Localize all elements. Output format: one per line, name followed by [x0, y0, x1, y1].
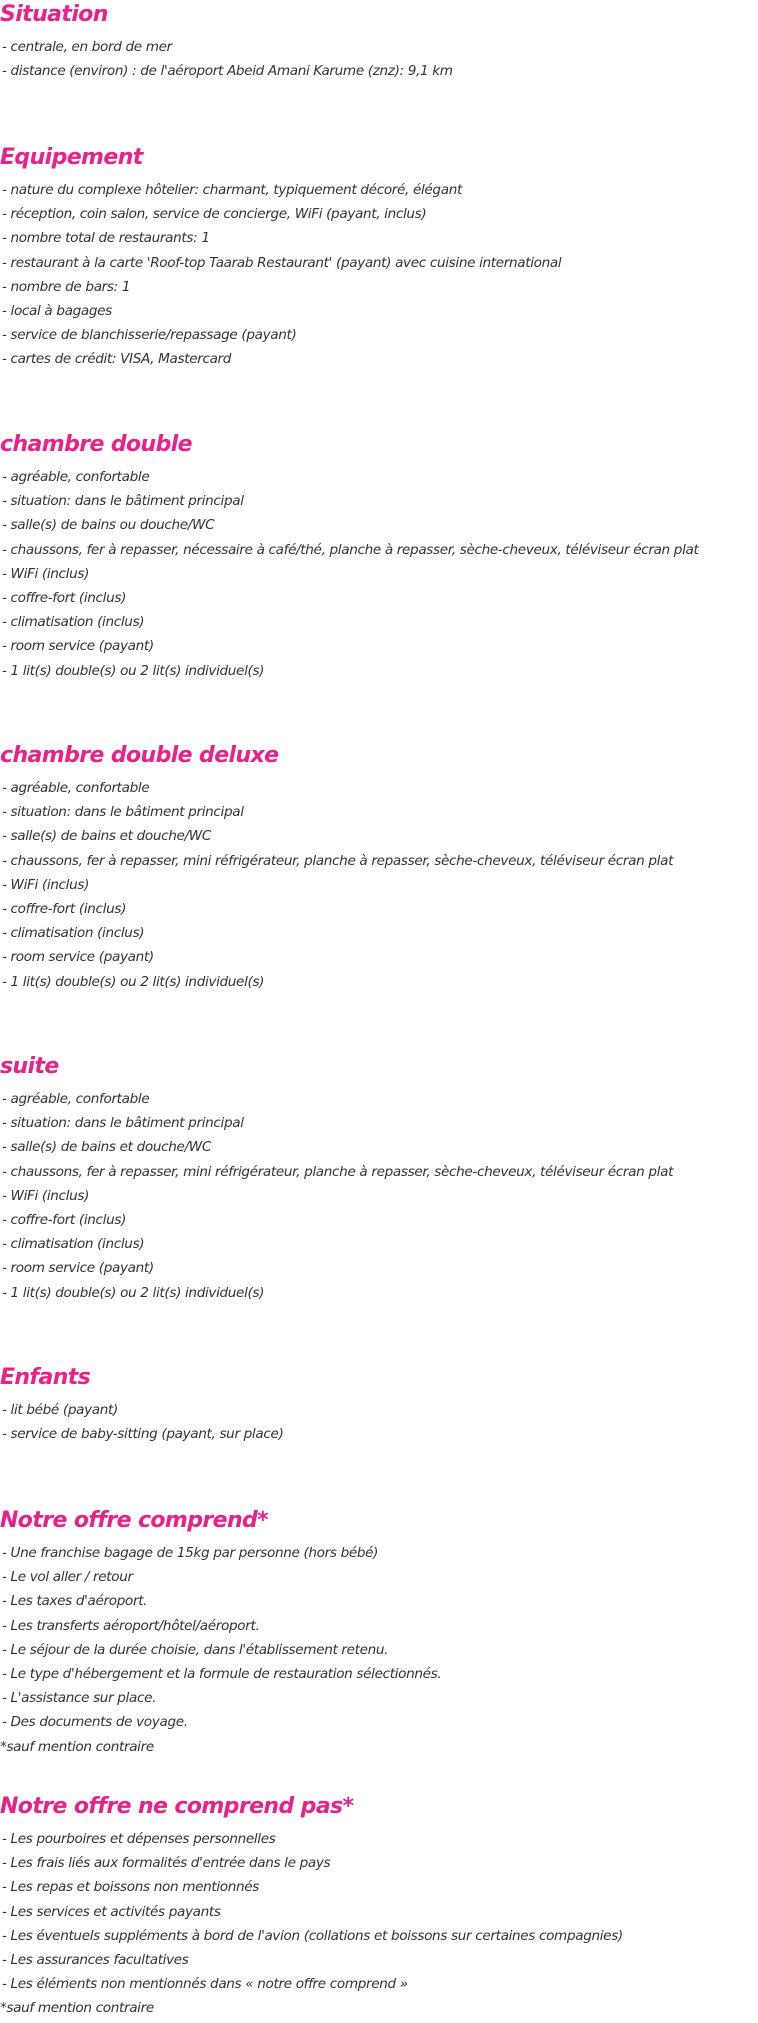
section-chambre-double [0, 430, 698, 683]
list-item: - réception, coin salon, service de concierge, WiFi (payant, inclus) [2, 206, 427, 223]
section-enfants [0, 1363, 283, 1446]
list-item: - nombre total de restaurants: 1 [2, 230, 210, 247]
list-item: - Les frais liés aux formalités d'entrée dans le pays [2, 1855, 331, 1872]
item-list [0, 776, 673, 994]
list-item: - WiFi (inclus) [2, 876, 90, 893]
item-list [0, 1398, 283, 1446]
list-item: - agréable, confortable [2, 469, 150, 485]
list-item: - chaussons, fer à repasser, mini réfrigérateur, planche à repasser, sèche-cheveux, téléviseur écran plat [2, 852, 674, 869]
list-item: - coffre-fort (inclus) [2, 1212, 127, 1229]
list-item: - room service (payant) [2, 638, 154, 655]
list-item: - distance (environ) : de l'aéroport Abeid Amani Karume (znz): 9,1 km [2, 63, 453, 80]
list-item: - Les taxes d'aéroport. [2, 1593, 148, 1610]
section-equipement [0, 143, 561, 372]
list-item: - coffre-fort (inclus) [2, 590, 127, 607]
section-title: Notre offre ne comprend pas* [0, 1794, 354, 1819]
list-item: - service de baby-sitting (payant, sur place) [2, 1426, 284, 1443]
list-item: - Le vol aller / retour [2, 1569, 133, 1586]
list-item: - Les transferts aéroport/hôtel/aéroport. [2, 1617, 260, 1634]
list-item: - chaussons, fer à repasser, mini réfrigérateur, planche à repasser, sèche-cheveux, téléviseur écran plat [2, 1163, 674, 1180]
list-item: - salle(s) de bains et douche/WC [2, 828, 211, 845]
list-item: - salle(s) de bains et douche/WC [2, 1139, 211, 1156]
list-item: - situation: dans le bâtiment principal [2, 804, 244, 821]
section-situation [0, 0, 453, 83]
section-title: Situation [0, 2, 108, 27]
list-item: - nature du complexe hôtelier: charmant, typiquement décoré, élégant [2, 182, 462, 198]
list-item: - salle(s) de bains ou douche/WC [2, 517, 215, 534]
list-item: - L'assistance sur place. [2, 1690, 157, 1707]
item-list [0, 1541, 441, 1735]
list-item: - climatisation (inclus) [2, 1236, 145, 1253]
list-item: - 1 lit(s) double(s) ou 2 lit(s) individuel(s) [2, 973, 265, 990]
section-title: Enfants [0, 1365, 91, 1390]
list-item: - situation: dans le bâtiment principal [2, 493, 244, 510]
list-item: - service de blanchisserie/repassage (payant) [2, 327, 297, 344]
section-chambre-double-deluxe [0, 741, 673, 994]
list-item: - restaurant à la carte 'Roof-top Taarab Restaurant' (payant) avec cuisine international [2, 254, 562, 271]
list-item: - agréable, confortable [2, 780, 150, 796]
list-item: - coffre-fort (inclus) [2, 901, 127, 918]
list-item: - Le séjour de la durée choisie, dans l'établissement retenu. [2, 1641, 389, 1658]
list-item: - Les repas et boissons non mentionnés [2, 1879, 260, 1896]
list-item: - centrale, en bord de mer [2, 39, 172, 55]
section-title: chambre double [0, 432, 192, 457]
footnote: *sauf mention contraire [0, 1738, 154, 1755]
item-list [0, 1087, 673, 1305]
list-item: - climatisation (inclus) [2, 614, 145, 631]
list-item: - chaussons, fer à repasser, nécessaire à café/thé, planche à repasser, sèche-cheveux, téléviseur écran plat [2, 541, 699, 558]
list-item: - cartes de crédit: VISA, Mastercard [2, 351, 232, 368]
list-item: - WiFi (inclus) [2, 1187, 90, 1204]
item-list [0, 35, 453, 83]
list-item: - nombre de bars: 1 [2, 278, 131, 295]
section-offre-comprend [0, 1506, 441, 1759]
list-item: - Les éléments non mentionnés dans « notre offre comprend » [2, 1976, 408, 1993]
section-title: suite [0, 1054, 59, 1079]
list-item: - Les services et activités payants [2, 1903, 221, 1920]
list-item: - lit bébé (payant) [2, 1402, 118, 1418]
list-item: - room service (payant) [2, 1260, 154, 1277]
list-item: - local à bagages [2, 303, 112, 320]
list-item: - Les assurances facultatives [2, 1952, 189, 1969]
section-title: chambre double deluxe [0, 743, 279, 768]
section-title: Notre offre comprend* [0, 1508, 269, 1533]
item-list [0, 465, 698, 683]
item-list [0, 178, 561, 372]
list-item: - WiFi (inclus) [2, 565, 90, 582]
list-item: - Les pourboires et dépenses personnelles [2, 1831, 276, 1847]
section-offre-ne-comprend-pas [0, 1792, 623, 2021]
list-item: - Le type d'hébergement et la formule de restauration sélectionnés. [2, 1666, 442, 1683]
list-item: - situation: dans le bâtiment principal [2, 1115, 244, 1132]
section-suite [0, 1052, 673, 1305]
list-item: - 1 lit(s) double(s) ou 2 lit(s) individuel(s) [2, 1284, 265, 1301]
section-title: Equipement [0, 145, 143, 170]
list-item: - room service (payant) [2, 949, 154, 966]
list-item: - climatisation (inclus) [2, 925, 145, 942]
list-item: - Une franchise bagage de 15kg par personne (hors bébé) [2, 1545, 379, 1561]
list-item: - Les éventuels suppléments à bord de l'avion (collations et boissons sur certaines compagnies) [2, 1927, 623, 1944]
list-item: - agréable, confortable [2, 1091, 150, 1107]
footnote: *sauf mention contraire [0, 2000, 154, 2017]
list-item: - 1 lit(s) double(s) ou 2 lit(s) individuel(s) [2, 662, 265, 679]
item-list [0, 1827, 623, 1996]
list-item: - Des documents de voyage. [2, 1714, 188, 1731]
